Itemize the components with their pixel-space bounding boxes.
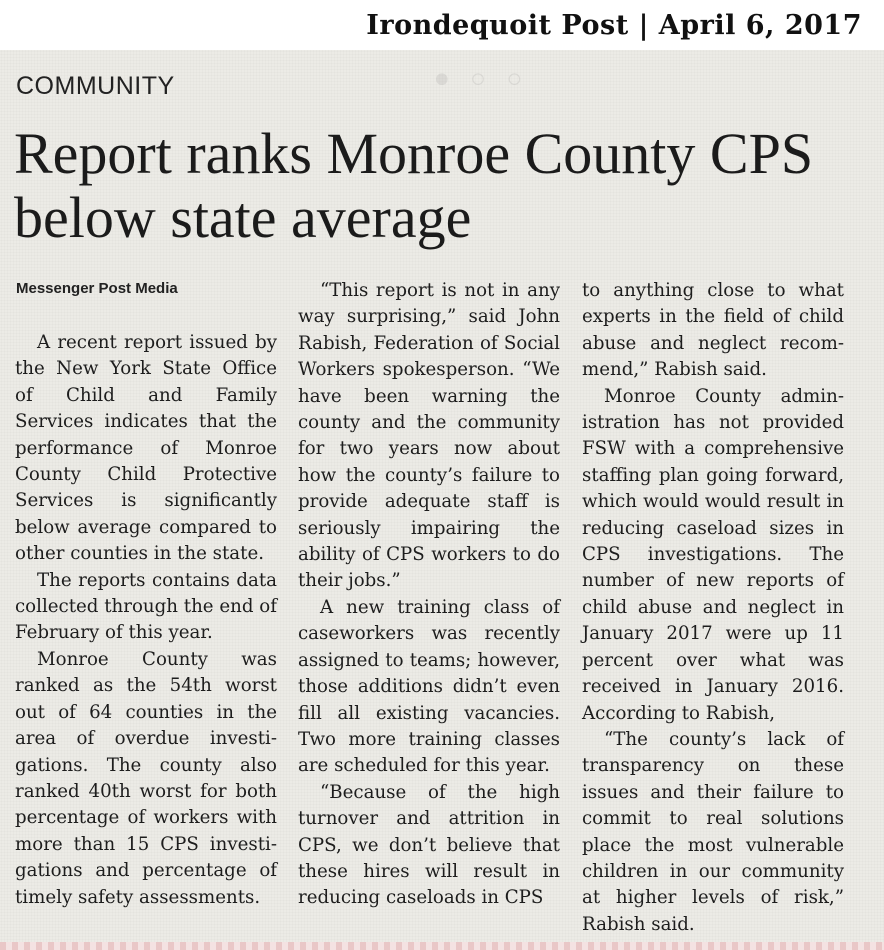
masthead-text: Irondequoit Post | April 6, 2017 — [366, 10, 862, 41]
headline: Report ranks Monroe County CPS below state average — [14, 121, 814, 250]
paragraph: to anything close to what experts in the field of child abuse and neglect recommend,” Rabish said. — [582, 280, 844, 381]
masthead — [0, 0, 884, 50]
byline: Messenger Post Media — [16, 280, 178, 297]
section-label: COMMUNITY — [16, 72, 175, 100]
article-column-2 — [298, 278, 560, 912]
bleed-through-texture: • ◦ ◦ — [430, 58, 527, 104]
page-edge — [0, 942, 884, 950]
paragraph: A recent report issued by the New York State Office of Child and Family Services indicates that the performance of Monroe County Child Protective Services is significantly below average compared to other counties in the state. — [15, 332, 277, 565]
article-column-3 — [582, 278, 844, 938]
paragraph: The reports contains data collected through the end of February of this year. — [15, 569, 277, 644]
paragraph: Monroe County was ranked as the 54th worst out of 64 counties in the area of overdue investigations. The county also ranked 40th worst for both percentage of workers with more than 15 CPS investigations and percentage of timely safety assessments. — [15, 648, 277, 908]
paragraph: Monroe County administration has not provided FSW with a comprehensive staffing plan going forward, which would would result in reducing caseload sizes in CPS investigations. The number of new reports of child abuse and neglect in January 2017 were up 11 percent over what was received in January 2016. According to Rabish, — [582, 385, 844, 724]
paragraph: “Because of the high turnover and attrition in CPS, we don’t believe that these hires will result in reducing caseloads in CPS — [298, 781, 560, 909]
article-column-1 — [15, 330, 277, 911]
paragraph: “The county’s lack of transparency on these issues and their failure to commit to real solutions place the most vulnerable children in our community at higher levels of risk,” Rabish said. — [582, 728, 844, 935]
paragraph: A new training class of caseworkers was recently assigned to teams; however, those additions didn’t even fill all existing vacancies. Two more training classes are scheduled for this year. — [298, 596, 560, 777]
newspaper-clipping — [0, 50, 884, 950]
paragraph: “This report is not in any way surprising,” said John Rabish, Federation of Social Workers spokesperson. “We have been warning the county and the community for two years now about how the county’s failure to provide adequate staff is seriously impairing the ability of CPS workers to do their jobs.” — [298, 280, 560, 592]
